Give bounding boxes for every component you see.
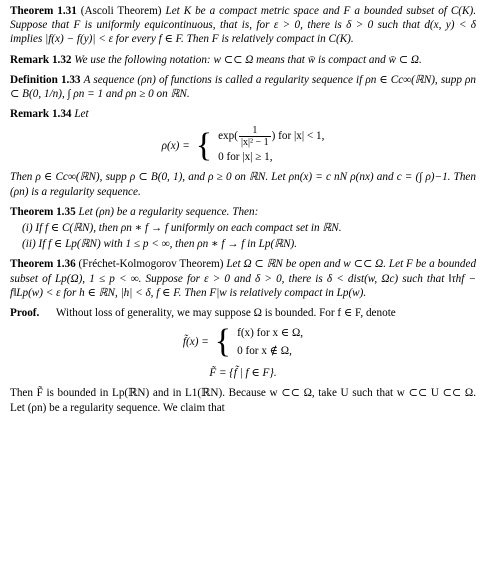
- case-line-1: f(x) for x ∈ Ω,: [237, 327, 304, 340]
- definition-heading: Definition 1.33: [10, 73, 81, 86]
- theorem-intro: Let (ρn) be a regularity sequence. Then:: [78, 205, 259, 218]
- set-equation: F̃ = {f̃ | f ∈ F}.: [209, 367, 277, 380]
- theorem-heading: Theorem 1.36: [10, 258, 76, 271]
- theorem-1-36: [10, 257, 476, 300]
- definition-1-33: [10, 73, 476, 101]
- equation-lhs: f̃(x) =: [182, 336, 209, 349]
- proof-line-1: Without loss of generality, we may suppose Ω is bounded. For f ∈ F, denote: [55, 307, 396, 320]
- theorem-heading: Theorem 1.35: [10, 205, 76, 218]
- theorem-1-35: [10, 205, 476, 252]
- remark-1-32: [10, 53, 476, 67]
- theorem-heading: Theorem 1.31: [10, 5, 77, 17]
- paper-page: [10, 4, 476, 421]
- theorem-items: [22, 221, 476, 251]
- proof-heading: Proof.: [10, 307, 40, 320]
- fraction: $\frac{1}{\text{|x|² − 1}}$: [240, 125, 269, 149]
- proof: [10, 306, 476, 415]
- remark-heading: Remark 1.32: [10, 53, 72, 66]
- left-brace: {: [195, 126, 213, 164]
- case-line-1: exp( $\frac{1}{\text{|x|² − 1}}$ ) for |x| < 1,: [218, 125, 325, 149]
- case-line-2: 0 for |x| ≥ 1,: [218, 151, 273, 164]
- list-item: (ii) If f ∈ Lp(ℝN) with 1 ≤ p < ∞, then ρn ∗ f → f in Lp(ℝN).: [22, 238, 298, 251]
- remark-conclusion: Then ρ ∈ Cc∞(ℝN), supp ρ ⊂ B(0, 1), and ρ ≥ 0 on ℝN. Let ρn(x) = c nN ρ(nx) and c = (∫ ρ)−1. Then (ρn) is a regularity sequence.: [10, 171, 476, 198]
- remark-1-34: [10, 107, 476, 199]
- case-line-2: 0 for x ∉ Ω,: [237, 345, 292, 358]
- f-tilde-equation: [10, 324, 476, 360]
- remark-intro: Let: [74, 108, 89, 121]
- rho-definition-equation: [10, 125, 476, 166]
- left-brace: {: [214, 323, 232, 361]
- definition-body: A sequence (ρn) of functions is called a regularity sequence if ρn ∈ Cc∞(ℝN), supp ρn ⊂ B(0, 1/n), ∫ ρn = 1 and ρn ≥ 0 on ℝN.: [10, 73, 477, 101]
- theorem-body: Let K be a compact metric space and F a bounded subset of C(K). Suppose that F is uniformly equicontinuous, that is, for ε > 0, there is δ > 0 such that d(x, y) < δ implies |f(x) − f(y)| < ε for every f ∈ F. Then F is relatively compact in C(K).: [10, 5, 477, 46]
- theorem-title: (Ascoli Theorem): [80, 5, 162, 17]
- theorem-1-31: [10, 4, 476, 47]
- list-item: (i) If f ∈ C(ℝN), then ρn ∗ f → f uniformly on each compact set in ℝN.: [22, 222, 342, 235]
- remark-body: We use the following notation: w ⊂⊂ Ω means that w̄ is compact and w̄ ⊂ Ω.: [74, 53, 422, 66]
- theorem-title: (Fréchet-Kolmogorov Theorem): [78, 258, 224, 271]
- remark-heading: Remark 1.34: [10, 108, 72, 121]
- theorem-body: Let Ω ⊂ ℝN be open and w ⊂⊂ Ω. Let F be a bounded subset of Lp(Ω), 1 ≤ p < ∞. Suppose for ε > 0 and δ > 0, there is δ < dist(w, Ωc) such that ‖τhf − f‖Lp(w) < ε for h ∈ ℝN, |h| < δ, f ∈ F. Then F|w is relatively compact in Lp(w).: [10, 258, 477, 299]
- proof-last-paragraph: Then F̃ is bounded in Lp(ℝN) and in L1(ℝN). Because w ⊂⊂ Ω, take U such that w ⊂⊂ U ⊂⊂ Ω. Let (ρn) be a regularity sequence. We claim that: [10, 387, 476, 414]
- equation-lhs: ρ(x) =: [161, 139, 190, 152]
